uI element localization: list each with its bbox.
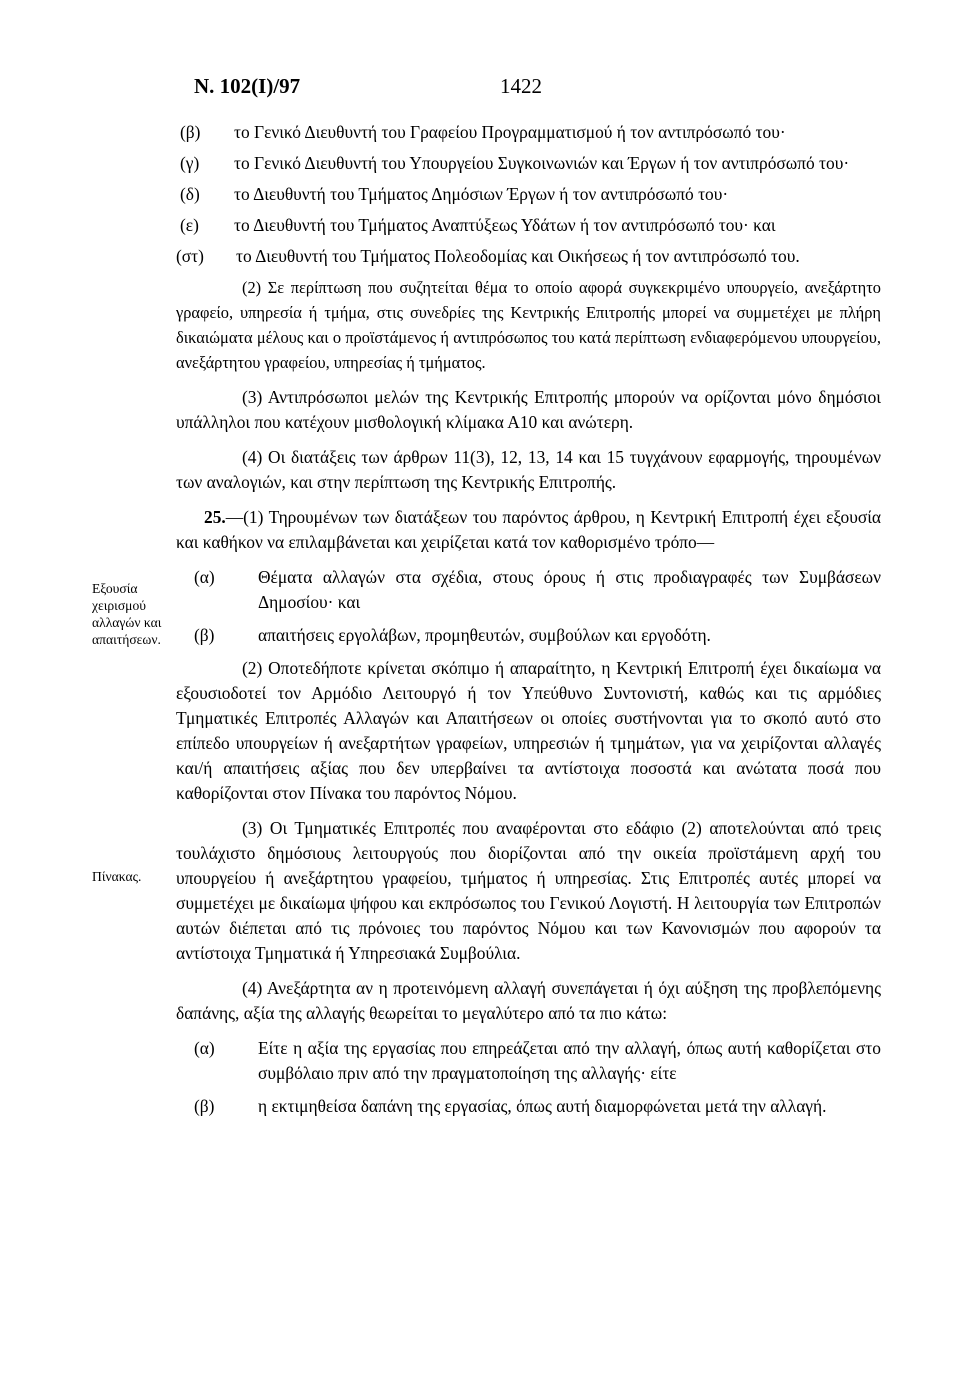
law-reference: Ν. 102(Ι)/97	[194, 74, 301, 98]
list-item-label: (δ)	[180, 184, 200, 204]
paragraph: (2) Σε περίπτωση που συζητείται θέμα το οποίο αφορά συγκεκριμένο υπουργείο, ανεξάρτητο γραφείο, υπηρεσία ή τμήμα, στις συνεδρίες της Κεντρικής Επιτροπής μπορεί να συμμετέχει με πλήρη δικαιώματα μέλους και ο προϊστάμενος ή αντιπρόσωπος του κατά περίπτωση ενδιαφερόμενου υπουργείου, ανεξάρτητου γραφείου, υπηρεσίας ή τμήματος.	[176, 278, 881, 372]
list-item	[176, 1094, 881, 1119]
paragraph: (2) Οποτεδήποτε κρίνεται σκόπιμο ή απαραίτητο, η Κεντρική Επιτροπή έχει δικαίωμα να εξουσιοδοτεί τον Αρμόδιο Λειτουργό ή τον Υπεύθυνο Συντονιστή, καθώς και τις αρμόδιες Τμηματικές Επιτροπές Αλλαγών και Απαιτήσεων οι οποίες συστήνονται για το σκοπό αυτό στο επίπεδο υπουργείων ή ανεξαρτήτων γραφείων, υπηρεσιών ή τμημάτων, για να χειρίζονται αλλαγές και/ή απαιτήσεις αξίας που δεν υπερβαίνει τα αντίστοιχα ποσοστά και ανώτατα ποσά που καθορίζονται στον Πίνακα του παρόντος Νόμου.	[176, 658, 881, 803]
list-item-text: το Γενικό Διευθυντή του Γραφείου Προγραμματισμού ή τον αντιπρόσωπό του·	[234, 122, 786, 142]
list-item-text: το Διευθυντή του Τμήματος Πολεοδομίας και Οικήσεως ή τον αντιπρόσωπό του.	[236, 246, 800, 266]
list-item-text: Είτε η αξία της εργασίας που επηρεάζεται από την αλλαγή, όπως αυτή καθορίζεται στο συμβόλαιο πριν από την πραγματοποίηση της αλλαγής· είτε	[258, 1038, 881, 1083]
document-body	[176, 120, 881, 1127]
list-item-text: το Διευθυντή του Τμήματος Δημόσιων Έργων ή τον αντιπρόσωπό του·	[234, 184, 729, 204]
margin-note-section-25: Εξουσία χειρισμού αλλαγών και απαιτήσεων.	[92, 581, 162, 647]
list-item	[176, 120, 881, 145]
section-number: 25.	[204, 507, 226, 527]
list-item	[176, 623, 881, 648]
list-item-text: η εκτιμηθείσα δαπάνη της εργασίας, όπως αυτή διαμορφώνεται μετά την αλλαγή.	[258, 1096, 827, 1116]
list-item-label: (α)	[194, 1038, 215, 1058]
list-item-text: το Γενικό Διευθυντή του Υπουργείου Συγκοινωνιών και Έργων ή τον αντιπρόσωπό του·	[234, 153, 850, 173]
list-item-label: (β)	[180, 122, 201, 142]
list-item-text: Θέματα αλλαγών στα σχέδια, στους όρους ή στις προδιαγραφές των Συμβάσεων Δημοσίου· και	[258, 567, 881, 612]
list-item	[176, 182, 881, 207]
margin-note-table: Πίνακας.	[92, 869, 142, 884]
list-item	[176, 565, 881, 615]
list-item-text: απαιτήσεις εργολάβων, προμηθευτών, συμβούλων και εργοδότη.	[258, 625, 711, 645]
list-item	[176, 244, 881, 269]
list-item-label: (γ)	[180, 153, 200, 173]
list-item-label: (στ)	[176, 246, 204, 266]
list-item-text: το Διευθυντή του Τμήματος Αναπτύξεως Υδάτων ή τον αντιπρόσωπό του· και	[234, 215, 776, 235]
paragraph: (3) Οι Τμηματικές Επιτροπές που αναφέρονται στο εδάφιο (2) αποτελούνται από τρεις τουλάχιστο δημόσιους λειτουργούς που διορίζονται από την οικεία προϊστάμενη αρχή του υπουργείου ή ανεξάρτητου γραφείου, τμήματος ή υπηρεσίας. Στις Επιτροπές αυτές μπορεί να συμμετέχει με δικαίωμα ψήφου και εκπρόσωπος του Γενικού Λογιστή. Η λειτουργία των Επιτροπών αυτών διέπεται από τις πρόνοιες του παρόντος Νόμου και των Κανονισμών που αφορούν τα αντίστοιχα Τμηματικά ή Υπηρεσιακά Συμβούλια.	[176, 818, 881, 963]
list-item-label: (α)	[194, 567, 215, 587]
list-item	[176, 151, 881, 176]
page-number: 1422	[500, 74, 542, 98]
list-item-label: (ε)	[180, 215, 199, 235]
list-item	[176, 213, 881, 238]
paragraph: (4) Ανεξάρτητα αν η προτεινόμενη αλλαγή συνεπάγεται ή όχι αύξηση της προβλεπόμενης δαπάνης, αξία της αλλαγής θεωρείται το μεγαλύτερο από τα πιο κάτω:	[176, 978, 881, 1023]
section-25-intro	[176, 505, 881, 555]
list-item-label: (β)	[194, 1096, 215, 1116]
paragraph: (3) Αντιπρόσωποι μελών της Κεντρικής Επιτροπής μπορούν να ορίζονται μόνο δημόσιοι υπάλληλοι που κατέχουν μισθολογική κλίμακα Α10 και ανώτερη.	[176, 387, 881, 432]
list-item	[176, 1036, 881, 1086]
list-item-label: (β)	[194, 625, 215, 645]
section-intro-text: —(1) Τηρουμένων των διατάξεων του παρόντος άρθρου, η Κεντρική Επιτροπή έχει εξουσία και καθήκον να επιλαμβάνεται και χειρίζεται κατά τον καθορισμένο τρόπο—	[176, 507, 881, 552]
paragraph: (4) Οι διατάξεις των άρθρων 11(3), 12, 13, 14 και 15 τυγχάνουν εφαρμογής, τηρουμένων των αναλογιών, και στην περίπτωση της Κεντρικής Επιτροπής.	[176, 447, 881, 492]
